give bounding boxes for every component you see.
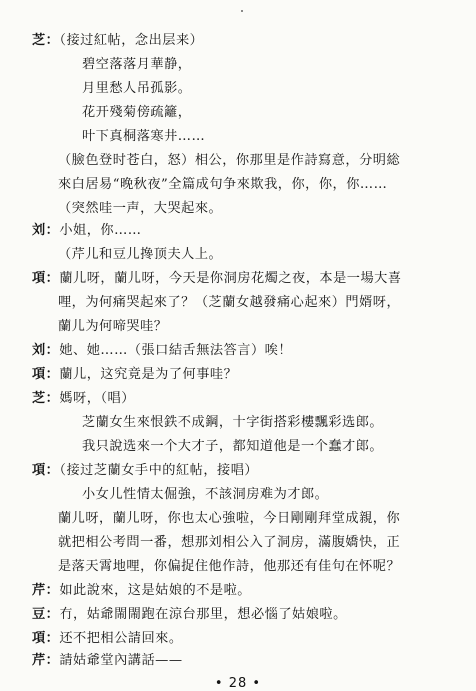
line-text: 如此說來，这是姑娘的不是啦。 (59, 583, 251, 598)
line-text: （臉色登时苍白，怒）相公，你那里是作詩寫意，分明総 (58, 153, 401, 168)
script-line (32, 342, 292, 360)
script-line (32, 390, 135, 408)
line-text: 她、她……（張口結舌無法答言）唉！ (59, 343, 293, 358)
speaker-label: 芝： (32, 33, 60, 48)
line-text: 月里愁人吊孤影。 (82, 81, 192, 96)
line-text: 請姑爺堂內講話—— (59, 653, 183, 668)
script-line (32, 652, 183, 670)
script-line (32, 630, 183, 648)
line-text: 我只說选來一个大才子，都知道他是一个蠢才郎。 (82, 439, 384, 454)
line-text: 小女儿性情太倔強，不該洞房难为才郎。 (82, 487, 329, 502)
line-text: 哩，为何痛哭起來了？（芝蘭女越發痛心起來）門婿呀， (58, 295, 401, 310)
speaker-label: 芝： (32, 391, 60, 406)
script-line (58, 534, 400, 552)
speaker-label: 刘： (32, 223, 60, 238)
line-text: 就把相公考問一番，想那刘相公入了洞房，滿腹嬌快，正 (58, 535, 401, 550)
script-line (32, 32, 203, 50)
script-line (82, 128, 205, 146)
script-line (82, 414, 383, 432)
script-line (82, 56, 192, 74)
line-text: 蘭儿为何啼哭哇？ (58, 319, 168, 334)
speaker-label: 項： (32, 463, 60, 478)
script-line (58, 318, 168, 336)
script-line (58, 558, 400, 576)
script-line (32, 270, 402, 288)
page-number: • 28 • (214, 676, 262, 691)
script-line (32, 366, 237, 384)
script-line (82, 80, 192, 98)
line-text: 來白居易“晚秋夜”全篇成句争來欺我，你，你，你…… (58, 177, 388, 192)
line-text: 芝蘭女生來恨鉄不成鋼，十字街搭彩樓飄彩选郎。 (82, 415, 384, 430)
speaker-label: 項： (32, 271, 60, 286)
speaker-label: 芹： (32, 653, 60, 668)
line-text: 还不把相公請回來。 (59, 631, 183, 646)
script-line (82, 104, 192, 122)
script-line (58, 200, 222, 218)
line-text: （接过紅帖，念出层来） (59, 33, 204, 48)
line-text: 叶下真桐落寒井…… (82, 129, 206, 144)
script-line (32, 582, 251, 600)
line-text: 蘭儿，这究竟是为了何事哇？ (59, 367, 238, 382)
script-line (82, 438, 383, 456)
line-text: 媽呀，（唱） (59, 391, 135, 406)
speaker-label: 豆： (32, 607, 60, 622)
line-text: 是落天霄地哩，你偏捉住他作詩，他那还有佳句在怀呢？ (58, 559, 401, 574)
script-line (32, 462, 258, 480)
script-line (58, 176, 387, 194)
script-line (58, 152, 400, 170)
script-line (58, 510, 400, 528)
script-line (32, 606, 347, 624)
line-text: 蘭儿呀，蘭儿呀，今天是你洞房花燭之夜，本是一場大喜 (59, 271, 402, 286)
speaker-label: 芹： (32, 583, 60, 598)
speaker-label: 項： (32, 631, 60, 646)
speaker-label: 刘： (32, 343, 60, 358)
line-text: 蘭儿呀，蘭儿呀，你也太心強啦，今日剛剛拜堂成親，你 (58, 511, 401, 526)
speaker-label: 項： (32, 367, 60, 382)
print-speck (241, 10, 243, 12)
line-text: 花开殘菊傍疏籬， (82, 105, 192, 120)
script-line (58, 246, 222, 264)
line-text: 碧空落落月華静， (82, 57, 192, 72)
script-line (58, 294, 400, 312)
script-line (82, 486, 328, 504)
line-text: 冇，姑爺閙閙跑在涼台那里，想必惱了姑娘啦。 (59, 607, 347, 622)
line-text: 小姐，你…… (59, 223, 142, 238)
line-text: （接过芝蘭女手中的紅帖，接唱） (59, 463, 259, 478)
line-text: （突然哇一声，大哭起來。 (58, 201, 223, 216)
line-text: （芹儿和豆儿搀顶夫人上。 (58, 247, 223, 262)
script-line (32, 222, 142, 240)
